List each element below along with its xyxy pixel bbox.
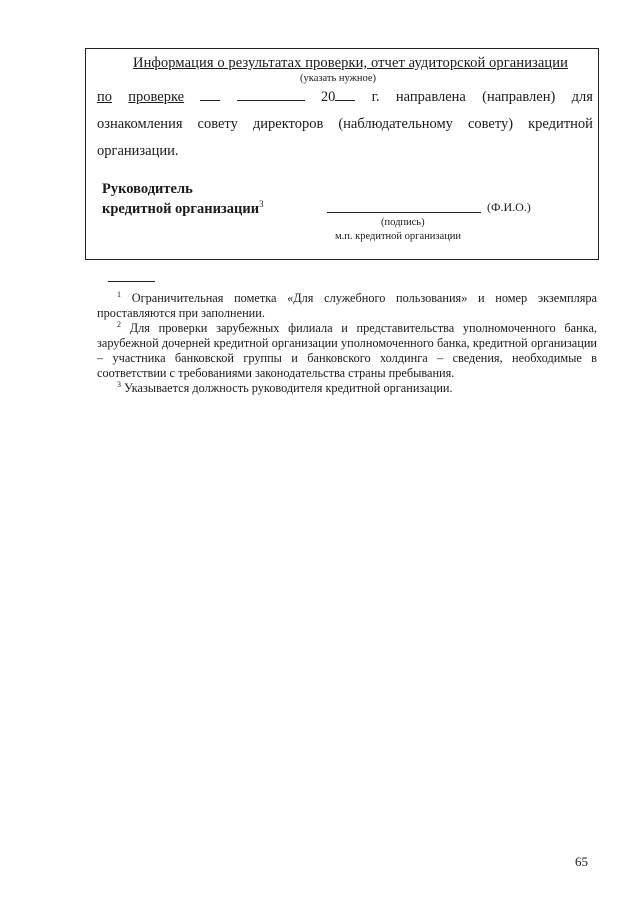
fio-label: (Ф.И.О.)	[487, 200, 531, 214]
for-word: для	[571, 89, 593, 105]
recipient-word: ознакомления	[97, 116, 183, 132]
verification-line	[97, 88, 593, 106]
recipient-word: директоров	[252, 116, 324, 132]
footnote-number: 3	[117, 379, 121, 389]
year-prefix: 20	[320, 89, 336, 105]
recipient-word: совету	[197, 116, 238, 132]
day-blank	[200, 88, 220, 101]
recipient-word: совету)	[467, 116, 514, 132]
footnote-text: Для проверки зарубежных филиала и представительства уполномоченного банка, зарубежной дочерней кредитной организации уполномоченного банка, кредитной организации – участника банковской группы и банковского холдинга – сведения, необходимые в соответствии с требованиями законодательства страны пребывания.	[97, 321, 598, 380]
proverke-word: проверке	[128, 89, 185, 105]
sent-alt-word: (направлен)	[482, 89, 556, 105]
year-suffix: г.	[371, 89, 380, 105]
signature-caption: (подпись)	[381, 217, 425, 228]
recipient-line-end: организации.	[97, 143, 179, 159]
month-blank	[237, 88, 305, 101]
year-blank	[335, 88, 355, 101]
year-field	[321, 88, 356, 106]
sent-word: направлена	[395, 89, 466, 105]
footnote-text: Ограничительная пометка «Для служебного пользования» и номер экземпляра проставляются при заполнении.	[97, 291, 598, 320]
signatory-title-line2	[102, 199, 264, 218]
footnote-number: 2	[117, 319, 121, 329]
footnote-separator	[108, 281, 155, 282]
signatory-title-text: кредитной организации	[102, 200, 260, 217]
footnote-text: Указывается должность руководителя кредитной организации.	[124, 381, 453, 395]
info-heading-line: Информация о результатах проверки, отчет аудиторской организации	[133, 55, 568, 71]
recipient-word: (наблюдательному	[338, 116, 453, 132]
footnote-2	[97, 321, 597, 381]
po-word: по	[97, 89, 113, 105]
footnote-ref-3: 3	[259, 199, 264, 209]
page-number: 65	[575, 854, 588, 869]
signature-line	[327, 212, 481, 213]
recipient-word: кредитной	[528, 116, 593, 132]
stamp-caption: м.п. кредитной организации	[335, 231, 462, 242]
recipient-line	[97, 116, 593, 133]
footnote-1	[97, 291, 597, 321]
footnote-3	[97, 381, 597, 396]
footnote-number: 1	[117, 289, 121, 299]
choose-hint: (указать нужное)	[300, 73, 377, 84]
signatory-title-line1: Руководитель	[102, 181, 193, 197]
